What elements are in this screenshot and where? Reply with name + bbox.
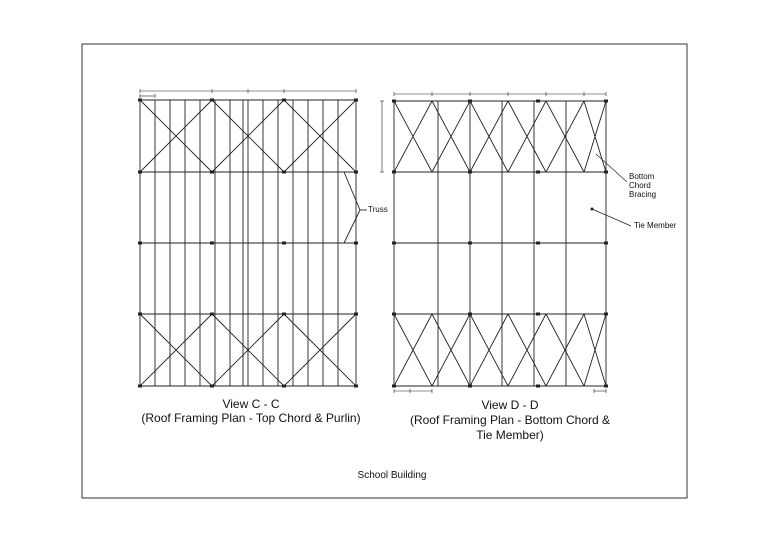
joint-marker: [282, 242, 286, 245]
joint-marker: [536, 171, 540, 174]
truss-leader: [344, 210, 360, 243]
joint-marker: [282, 171, 286, 174]
bracing-leader: [596, 154, 627, 182]
joint-marker: [392, 171, 396, 174]
joint-marker: [282, 313, 286, 316]
joint-marker: [604, 100, 608, 103]
truss-leader: [344, 172, 360, 210]
joint-marker: [392, 313, 396, 316]
tie-leader-dot: [591, 208, 594, 211]
joint-marker: [354, 385, 358, 388]
joint-marker: [282, 99, 286, 102]
joint-marker: [138, 385, 142, 388]
joint-marker: [354, 171, 358, 174]
joint-marker: [210, 171, 214, 174]
joint-marker: [468, 100, 472, 103]
project-name: School Building: [357, 470, 427, 481]
joint-marker: [392, 100, 396, 103]
joint-marker: [604, 171, 608, 174]
plan-view-c: [138, 89, 358, 388]
joint-marker: [392, 242, 396, 245]
view-d-subtitle-line1: (Roof Framing Plan - Bottom Chord &: [409, 413, 611, 427]
truss-label: Truss: [368, 205, 388, 214]
joint-marker: [536, 242, 540, 245]
joint-marker: [604, 385, 608, 388]
plan-view-d: [380, 92, 608, 393]
joint-marker: [210, 313, 214, 316]
view-c-title: View C - C: [222, 397, 280, 411]
joint-marker: [138, 313, 142, 316]
bracing-label-line2: Chord: [629, 181, 651, 190]
joint-marker: [536, 385, 540, 388]
joint-marker: [468, 313, 472, 316]
joint-marker: [354, 313, 358, 316]
view-d-title: View D - D: [481, 398, 539, 412]
joint-marker: [282, 385, 286, 388]
joint-marker: [138, 242, 142, 245]
joint-marker: [536, 100, 540, 103]
joint-marker: [354, 242, 358, 245]
joint-marker: [604, 242, 608, 245]
bracing-label-line1: Bottom: [629, 172, 655, 181]
joint-marker: [210, 242, 214, 245]
joint-marker: [210, 99, 214, 102]
joint-marker: [468, 171, 472, 174]
bracing-label-line3: Bracing: [629, 190, 657, 199]
joint-marker: [604, 313, 608, 316]
joint-marker: [138, 99, 142, 102]
joint-marker: [138, 171, 142, 174]
leader-lines: [344, 154, 631, 243]
view-d-subtitle-line2: Tie Member): [476, 428, 544, 442]
tie-member-label: Tie Member: [634, 221, 677, 230]
joint-marker: [536, 313, 540, 316]
view-c-subtitle: (Roof Framing Plan - Top Chord & Purlin): [141, 411, 361, 425]
joint-marker: [354, 99, 358, 102]
joint-marker: [468, 385, 472, 388]
joint-marker: [468, 242, 472, 245]
tie-leader: [592, 209, 631, 226]
joint-marker: [392, 385, 396, 388]
joint-marker: [210, 385, 214, 388]
